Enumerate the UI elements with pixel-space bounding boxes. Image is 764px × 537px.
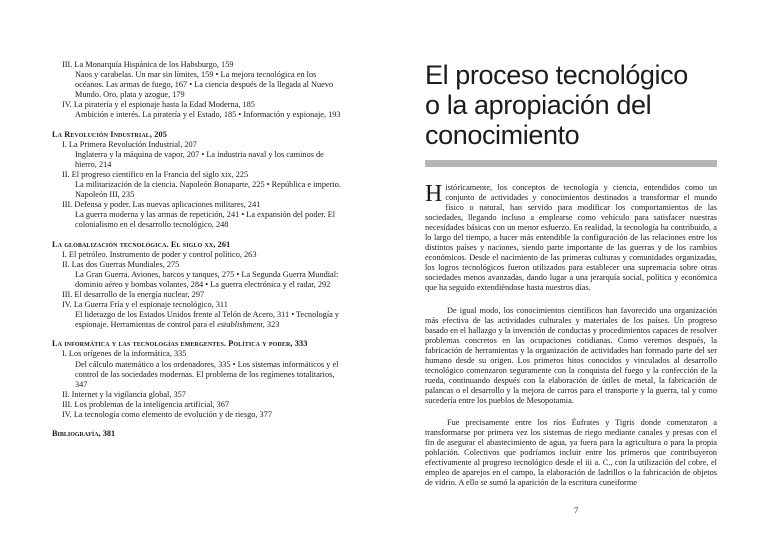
toc-chapter: I. Los orígenes de la informática, 335 bbox=[62, 349, 187, 359]
toc-chapter: IV. La piratería y el espionaje hasta la Edad Moderna, 185 bbox=[62, 100, 255, 110]
toc-subsections: Del cálculo matemático a los ordenadores, 335 • Los sistemas informáticos y el control de las sociedades modernas. El problema de los regímenes totalitarios, 347 bbox=[75, 359, 339, 389]
toc-subsections: Ambición e interés. La piratería y el Estado, 185 • Información y espionaje, 193 bbox=[75, 110, 341, 120]
toc-sub-text: El liderazgo de los Estados Unidos frente al Telón de Acero, 311 • Tecnología y espionaje. Herramientas de control para el bbox=[75, 310, 340, 330]
toc-sub-text: , 323 bbox=[262, 320, 280, 330]
toc-chapter: I. El petróleo. Instrumento de poder y control político, 263 bbox=[62, 249, 257, 259]
chapter-title bbox=[425, 60, 717, 150]
paragraph: Fue precisamente entre los ríos Éufrates y Tigris donde comenzaron a transformarse por primera vez los sistemas de riego mediante canales y presas con el fin de asegurar el abastecimiento de agua, ya fuera para la agricultura o para la propia población. Colectivos que podríamos incluir entre los primeros que contribuyeron efectivamente al progreso tecnológico desde el iii a. C., con la utilización del cobre, el empleo de aparejos en el campo, la elaboración de ladrillos o la fabricación de objetos de vidrio. A ello se sumó la aparición de la escritura cuneiforme bbox=[425, 417, 717, 488]
chapter-title-line: El proceso tecnológico bbox=[425, 60, 688, 90]
toc-part-industrial bbox=[52, 130, 342, 231]
toc-sub-emphasis: establishment bbox=[217, 320, 263, 330]
toc-chapter: IV. La tecnología como elemento de evolución y de riesgo, 377 bbox=[62, 410, 272, 419]
toc-subsections: Naos y carabelas. Un mar sin límites, 159 • La mejora tecnológica en los océanos. Las armas de fuego, 167 • La ciencia después de la llegada al Nuevo Mundo. Oro, plata y azogue, 179 bbox=[75, 70, 334, 100]
toc-subsections: La guerra moderna y las armas de repetición, 241 • La expansión del poder. El colonialismo en el desarrollo tecnológico, 248 bbox=[75, 210, 336, 230]
toc-chapter: III. Los problemas de la inteligencia artificial, 367 bbox=[62, 399, 230, 409]
table-of-contents bbox=[52, 60, 342, 439]
toc-subsections: Inglaterra y la máquina de vapor, 207 • La industria naval y los caminos de hierro, 214 bbox=[75, 149, 324, 169]
toc-subsections: La militarización de la ciencia. Napoleón Bonaparte, 225 • República e imperio. Napoleón III, 235 bbox=[75, 180, 341, 200]
toc-part-continued bbox=[52, 60, 342, 121]
toc-part-title: La Revolución Industrial, 205 bbox=[52, 129, 167, 139]
toc-subsections bbox=[52, 310, 342, 330]
paragraph: De igual modo, los conocimientos científicos han favorecido una organización más efectiva de las actividades culturales y materiales de los países. Un progreso basado en el hallazgo y la invención de conductas y procedimientos capaces de resolver problemas concretos en las ocupaciones cotidianas. Como veremos después, la fabricación de herramientas y la organización de actividades han formado parte del ser humano desde su origen. Los primeros hitos conocidos y vinculados al desarrollo tecnológico comenzaron seguramente con la conquista del fuego y la confección de la rueda, continuando después con la elaboración de útiles de metal, la fabricación de palancas o el desarrollo y la mejora de carros para el transporte y la guerra, tal y como sucedería entre los pueblos de Mesopotamia. bbox=[425, 305, 717, 405]
title-rule bbox=[425, 160, 717, 167]
paragraph bbox=[425, 183, 717, 294]
toc-chapter: II. El progreso científico en la Francia del siglo xix, 225 bbox=[62, 169, 249, 179]
chapter-page bbox=[425, 60, 717, 500]
toc-subsections: La Gran Guerra. Aviones, barcos y tanques, 275 • La Segunda Guerra Mundial: dominio aéreo y bombas volantes, 284 • La guerra electrónica y el radar, 292 bbox=[75, 269, 339, 289]
page-number: 7 bbox=[574, 505, 579, 515]
drop-cap: H bbox=[425, 181, 443, 207]
toc-chapter: III. La Monarquía Hispánica de los Habsburgo, 159 bbox=[62, 60, 234, 69]
chapter-title-line: o la apropiación del bbox=[425, 90, 652, 120]
toc-chapter: II. Las dos Guerras Mundiales, 275 bbox=[62, 259, 180, 269]
toc-chapter: III. El desarrollo de la energía nuclear, 297 bbox=[62, 289, 205, 299]
toc-part-title: La globalización tecnológica. El siglo xx, 261 bbox=[52, 239, 231, 249]
toc-part-title: La informática y las tecnologías emergentes. Política y poder, 333 bbox=[52, 339, 308, 349]
chapter-title-line: conocimiento bbox=[425, 120, 580, 150]
paragraph-text: istóricamente, los conceptos de tecnología y ciencia, entendidos como un conjunto de actividades y conocimientos destinados a transformar el mundo físico o natural, han servido para modificar los comportamientos de las sociedades, llegando incluso a emplearse como vehículo para satisfacer nuestras necesidades básicas con un menor esfuerzo. En realidad, la tecnología ha contribuido, a lo largo del tiempo, a hacer más entendible la configuración de las relaciones entre los distintos países y naciones, siendo parte importante de las guerras y de los cambios económicos. Desde el nacimiento de las primeras culturas y comunidades organizadas, los logros tecnológicos fueron utilizados para establecer una supremacía sobre otras sociedades menos avanzadas, dando lugar a una jerarquía social, política y económica que ha seguido extendiéndose hasta nuestros días. bbox=[425, 183, 717, 293]
toc-part-informatics bbox=[52, 339, 342, 420]
toc-chapter: III. Defensa y poder. Las nuevas aplicaciones militares, 241 bbox=[62, 200, 261, 210]
toc-chapter: I. La Primera Revolución Industrial, 207 bbox=[62, 139, 197, 149]
chapter-body bbox=[425, 183, 717, 488]
toc-chapter: IV. La Guerra Fría y el espionaje tecnológico, 311 bbox=[62, 300, 228, 310]
toc-part-globalization bbox=[52, 240, 342, 331]
toc-chapter: II. Internet y la vigilancia global, 357 bbox=[62, 389, 186, 399]
toc-bibliography: Bibliografía, 381 bbox=[52, 429, 116, 439]
